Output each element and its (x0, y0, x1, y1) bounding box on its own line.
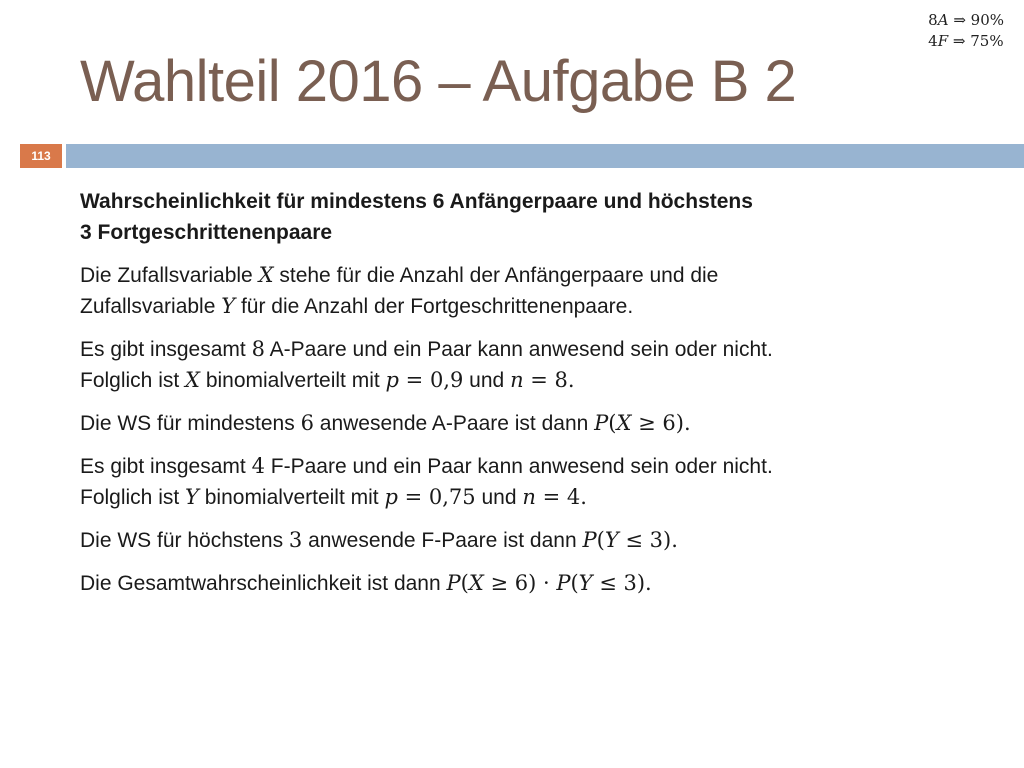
text-fragment: Es gibt insgesamt (80, 455, 252, 478)
math-variable: p (384, 485, 398, 509)
text-line (80, 365, 980, 396)
math-variable: X (468, 571, 484, 595)
math-variable: n (522, 485, 536, 509)
math-expression: ( (460, 571, 469, 595)
text-line (80, 260, 980, 291)
math-number: 8 (251, 337, 265, 361)
math-variable: Y (185, 485, 199, 509)
text-fragment: und (475, 486, 523, 509)
text-fragment: binomialverteilt mit (199, 369, 386, 392)
text-fragment: Die Gesamtwahrscheinlichkeit ist dann (80, 572, 447, 595)
math-variable: P (582, 528, 597, 552)
paragraph-f-probability (80, 525, 980, 556)
text-fragment: anwesende F-Paare ist dann (302, 529, 583, 552)
text-fragment: anwesende A-Paare ist dann (313, 412, 595, 435)
heading-line-1: Wahrscheinlichkeit für mindestens 6 Anfängerpaare und höchstens (80, 190, 753, 213)
math-expression: = 4. (535, 485, 587, 509)
text-line (80, 291, 980, 322)
math-expression: ( (596, 528, 605, 552)
text-fragment: Es gibt insgesamt (80, 338, 252, 361)
text-fragment: Folglich ist (80, 369, 186, 392)
text-fragment: F-Paare und ein Paar kann anwesend sein oder nicht. (264, 455, 773, 478)
header-band (66, 144, 1024, 168)
text-fragment: für die Anzahl der Fortgeschrittenenpaare. (235, 295, 634, 318)
math-expression: ( (570, 571, 579, 595)
text-fragment: Folglich ist (80, 486, 186, 509)
corner-note (928, 10, 1004, 52)
paragraph-a-probability (80, 408, 980, 439)
math-variable: Y (578, 571, 593, 595)
math-variable: X (258, 263, 274, 287)
text-line (80, 525, 980, 556)
text-line (80, 482, 980, 513)
math-variable: P (446, 571, 461, 595)
math-expression: ≥ 6). (631, 411, 691, 435)
math-variable: n (510, 368, 524, 392)
math-number: 3 (288, 528, 303, 552)
math-expression: = 0,75 (397, 485, 476, 509)
text-fragment: Die WS für höchstens (80, 529, 289, 552)
text-line (80, 408, 980, 439)
math-expression: ( (608, 411, 617, 435)
slide-content (80, 186, 980, 611)
text-fragment: Zufallsvariable (80, 295, 222, 318)
corner-note-line-2: 4𝐹 ⇒ 75% (928, 32, 1004, 50)
text-line (80, 334, 980, 365)
math-expression: ≤ 3). (618, 528, 678, 552)
text-fragment: Die Zufallsvariable (80, 264, 259, 287)
math-expression: = 0,9 (399, 368, 464, 392)
paragraph-random-variables (80, 260, 980, 322)
math-variable: p (385, 368, 399, 392)
text-fragment: binomialverteilt mit (198, 486, 385, 509)
math-variable: P (594, 411, 609, 435)
text-fragment: stehe für die Anzahl der Anfängerpaare und die (273, 264, 719, 287)
math-number: 4 (251, 454, 265, 478)
slide-title: Wahlteil 2016 – Aufgabe B 2 (80, 49, 797, 114)
math-variable: X (185, 368, 200, 392)
paragraph-f-pairs (80, 451, 980, 513)
paragraph-total-probability (80, 568, 980, 599)
section-heading (80, 186, 980, 248)
text-fragment: A-Paare und ein Paar kann anwesend sein oder nicht. (264, 338, 773, 361)
math-expression: ≥ 6) · (483, 571, 557, 595)
math-variable: P (556, 571, 571, 595)
math-number: 6 (300, 411, 314, 435)
math-variable: Y (604, 528, 619, 552)
paragraph-a-pairs (80, 334, 980, 396)
math-expression: = 8. (523, 368, 575, 392)
text-fragment: Die WS für mindestens (80, 412, 301, 435)
slide-number: 113 (20, 144, 62, 168)
corner-note-line-1: 8𝐴 ⇒ 90% (928, 11, 1004, 29)
math-variable: Y (221, 294, 236, 318)
heading-line-2: 3 Fortgeschrittenenpaare (80, 221, 333, 244)
text-fragment: und (463, 369, 511, 392)
math-variable: X (616, 411, 632, 435)
text-line (80, 568, 980, 599)
text-line (80, 451, 980, 482)
math-expression: ≤ 3). (592, 571, 652, 595)
